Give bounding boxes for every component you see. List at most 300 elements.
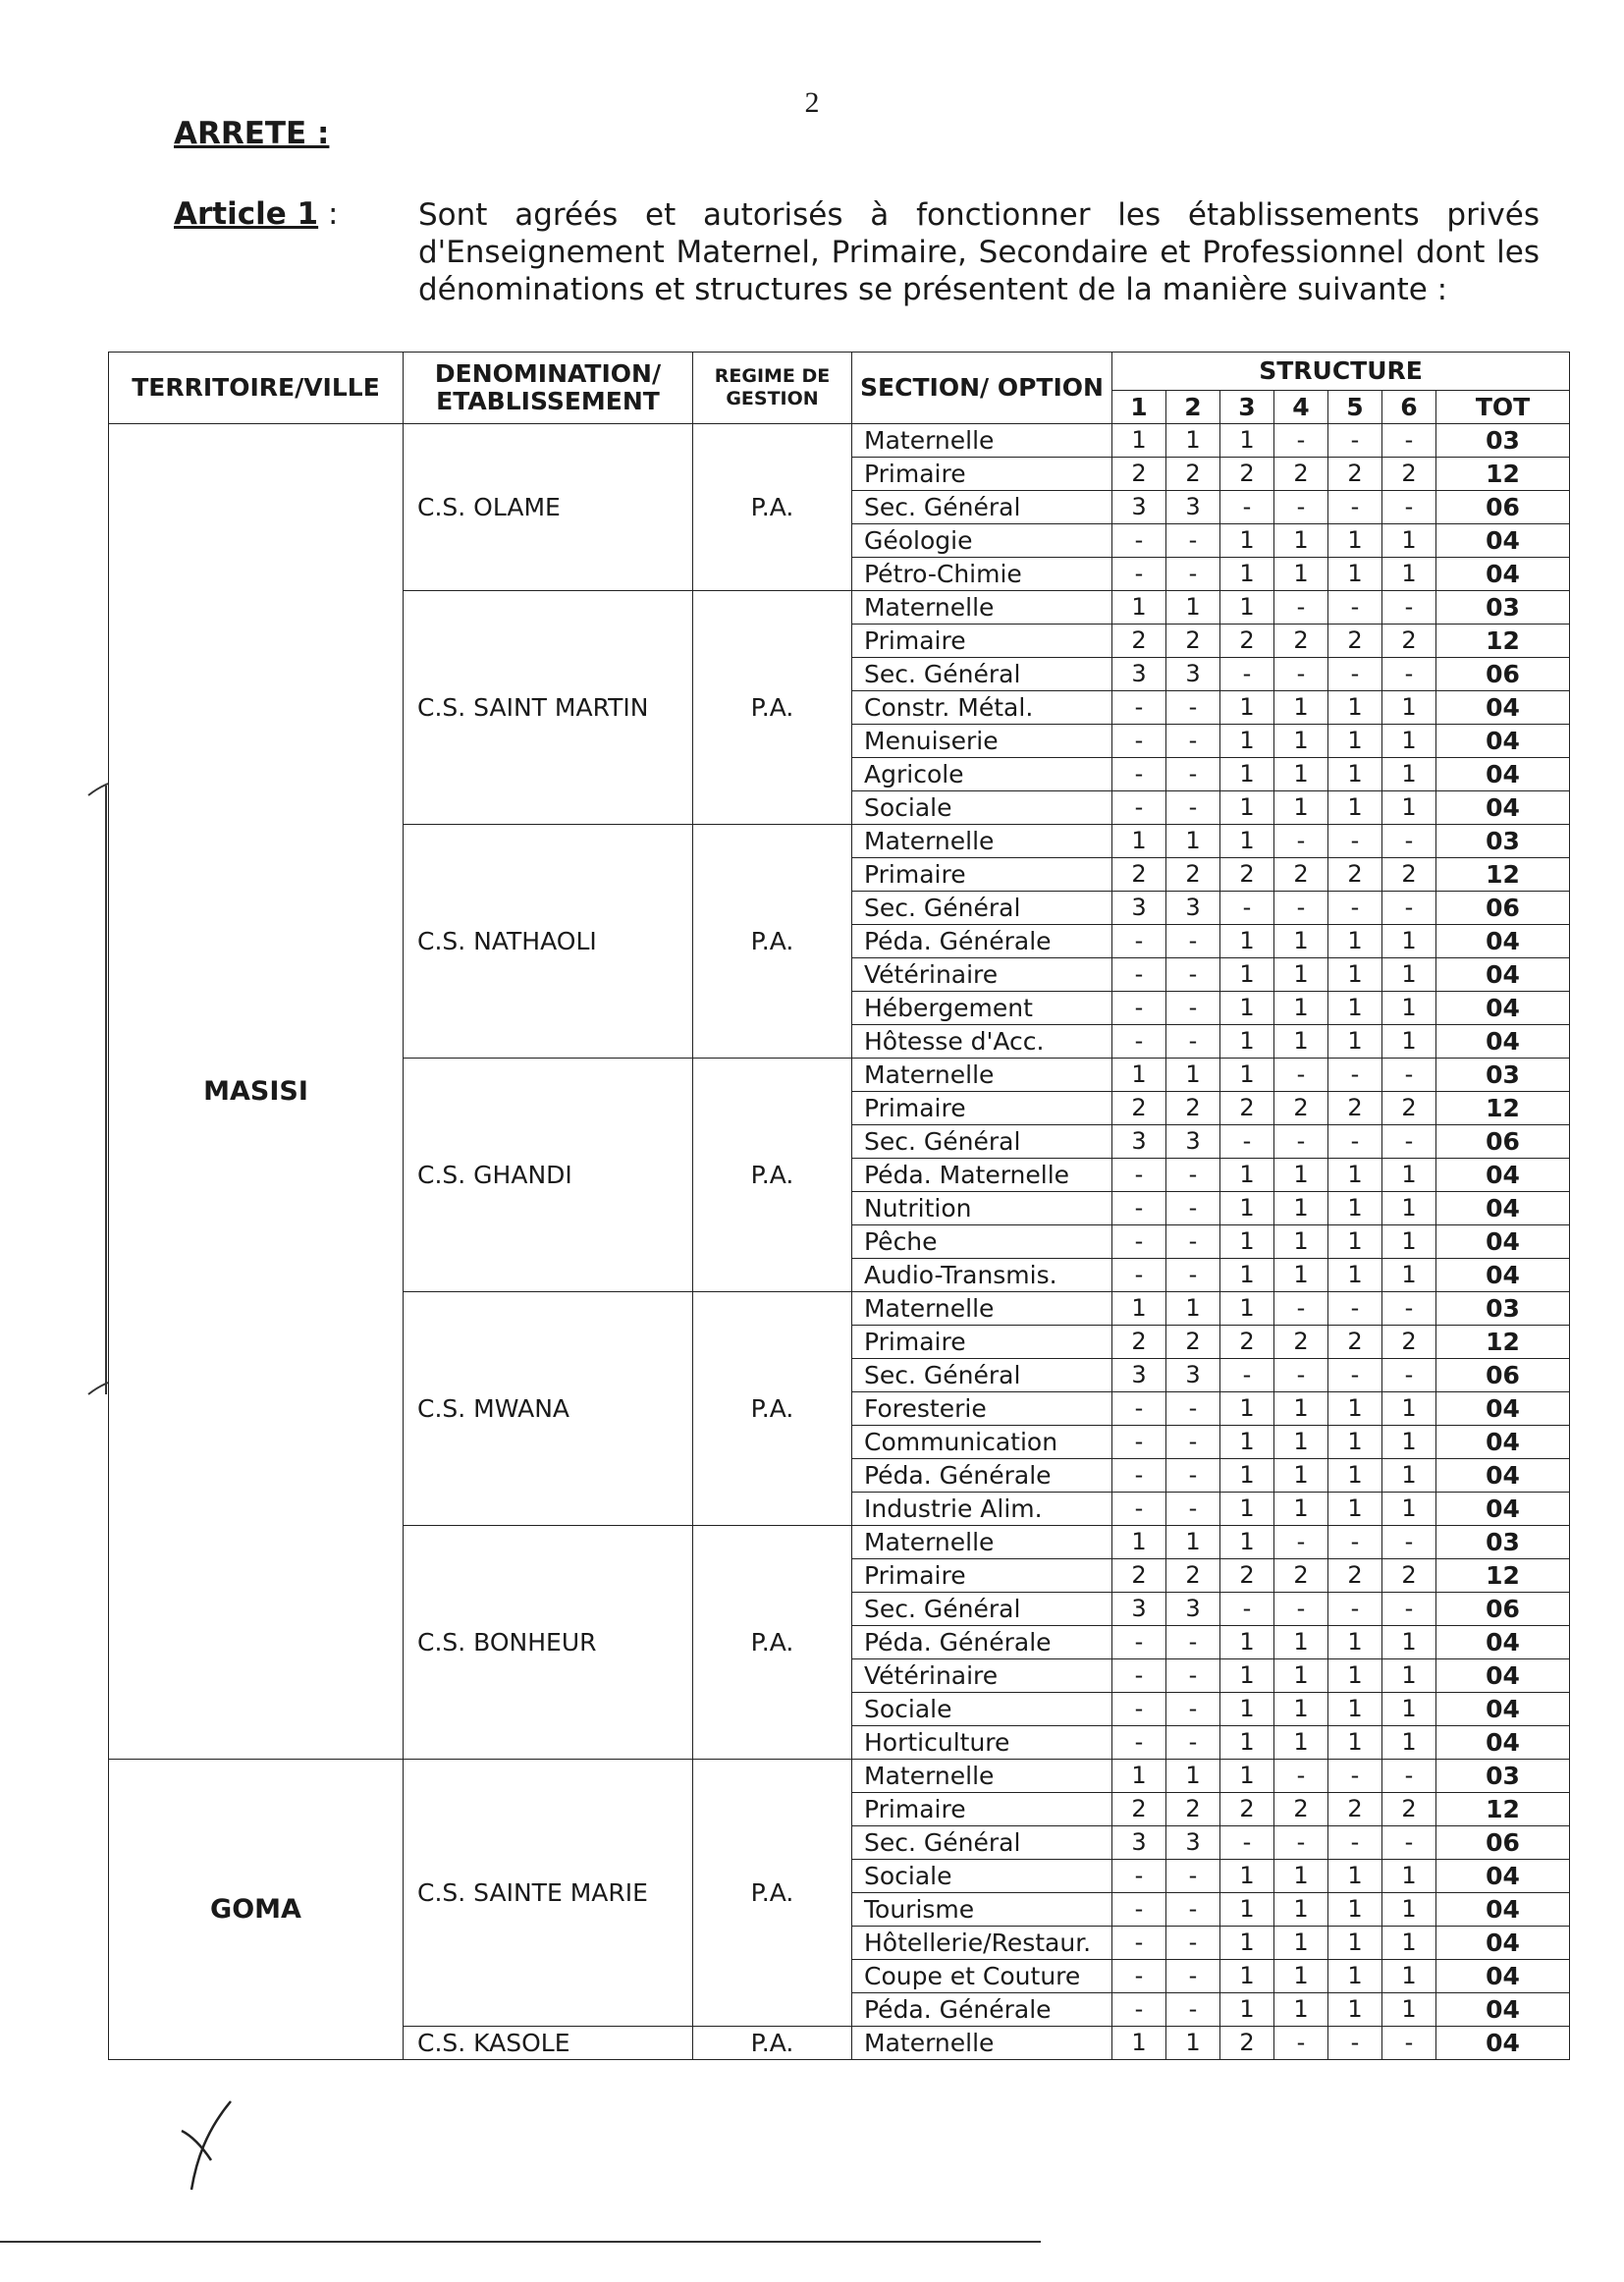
section-cell: Péda. Générale <box>852 1993 1112 2027</box>
structure-cell-2: 3 <box>1166 1593 1220 1626</box>
structure-cell-1: 2 <box>1112 458 1166 491</box>
structure-cell-5: - <box>1328 1526 1382 1559</box>
structure-cell-1: 3 <box>1112 491 1166 524</box>
structure-cell-3: 1 <box>1220 691 1274 725</box>
section-cell: Sec. Général <box>852 1593 1112 1626</box>
structure-cell-6: 1 <box>1382 1659 1436 1693</box>
structure-cell-2: - <box>1166 1192 1220 1225</box>
article-label <box>174 196 338 232</box>
total-cell: 12 <box>1436 458 1570 491</box>
section-cell: Tourisme <box>852 1893 1112 1927</box>
total-cell: 04 <box>1436 725 1570 758</box>
structure-cell-5: 1 <box>1328 1626 1382 1659</box>
structure-cell-3: 2 <box>1220 1326 1274 1359</box>
structure-cell-5: 1 <box>1328 1693 1382 1726</box>
structure-cell-2: - <box>1166 1392 1220 1426</box>
structure-cell-5: 1 <box>1328 1392 1382 1426</box>
structure-cell-6: - <box>1382 1125 1436 1159</box>
structure-cell-4: 1 <box>1274 558 1328 591</box>
structure-cell-6: 1 <box>1382 1159 1436 1192</box>
structure-cell-4: 1 <box>1274 1893 1328 1927</box>
structure-cell-6: 1 <box>1382 1693 1436 1726</box>
structure-cell-3: 1 <box>1220 558 1274 591</box>
structure-cell-2: 1 <box>1166 1059 1220 1092</box>
structure-cell-1: - <box>1112 1993 1166 2027</box>
section-cell: Maternelle <box>852 591 1112 625</box>
section-cell: Sociale <box>852 1860 1112 1893</box>
structure-cell-3: 2 <box>1220 1092 1274 1125</box>
footer-rule <box>0 2241 1041 2243</box>
structure-cell-3: 1 <box>1220 1493 1274 1526</box>
structure-cell-1: - <box>1112 992 1166 1025</box>
structure-cell-6: - <box>1382 491 1436 524</box>
structure-cell-4: - <box>1274 1059 1328 1092</box>
regime-cell: P.A. <box>693 1059 852 1292</box>
structure-cell-4: 2 <box>1274 1793 1328 1826</box>
section-cell: Sec. Général <box>852 1359 1112 1392</box>
section-cell: Maternelle <box>852 825 1112 858</box>
structure-cell-4: 2 <box>1274 625 1328 658</box>
structure-cell-5: 1 <box>1328 791 1382 825</box>
structure-cell-6: 1 <box>1382 958 1436 992</box>
structure-cell-4: - <box>1274 825 1328 858</box>
structure-cell-1: - <box>1112 558 1166 591</box>
structure-cell-4: 1 <box>1274 1927 1328 1960</box>
structure-cell-6: - <box>1382 1059 1436 1092</box>
section-cell: Péda. Générale <box>852 1626 1112 1659</box>
table-row <box>109 1760 1570 1793</box>
structure-cell-3: 1 <box>1220 424 1274 458</box>
structure-cell-1: 3 <box>1112 1125 1166 1159</box>
structure-cell-2: 1 <box>1166 1526 1220 1559</box>
section-cell: Audio-Transmis. <box>852 1259 1112 1292</box>
structure-cell-1: 3 <box>1112 1826 1166 1860</box>
structure-cell-2: 3 <box>1166 892 1220 925</box>
section-cell: Péda. Générale <box>852 1459 1112 1493</box>
structure-cell-1: - <box>1112 524 1166 558</box>
structure-cell-2: - <box>1166 1659 1220 1693</box>
structure-cell-4: 1 <box>1274 1693 1328 1726</box>
structure-cell-3: 2 <box>1220 1559 1274 1593</box>
structure-cell-5: - <box>1328 2027 1382 2060</box>
structure-cell-4: - <box>1274 1826 1328 1860</box>
structure-cell-6: 1 <box>1382 1927 1436 1960</box>
section-cell: Hôtellerie/Restaur. <box>852 1927 1112 1960</box>
structure-cell-5: 1 <box>1328 925 1382 958</box>
header-col-6: 6 <box>1382 391 1436 424</box>
structure-cell-1: - <box>1112 1159 1166 1192</box>
structure-cell-4: - <box>1274 2027 1328 2060</box>
structure-cell-5: 1 <box>1328 1659 1382 1693</box>
structure-cell-3: 1 <box>1220 1159 1274 1192</box>
total-cell: 03 <box>1436 591 1570 625</box>
total-cell: 04 <box>1436 1927 1570 1960</box>
school-name-cell: C.S. MWANA <box>404 1292 693 1526</box>
header-territoire: TERRITOIRE/VILLE <box>109 353 404 424</box>
structure-cell-6: 1 <box>1382 925 1436 958</box>
structure-cell-5: 1 <box>1328 691 1382 725</box>
structure-cell-2: - <box>1166 1025 1220 1059</box>
section-cell: Géologie <box>852 524 1112 558</box>
structure-cell-2: 3 <box>1166 1359 1220 1392</box>
article-text: Sont agréés et autorisés à fonctionner les établissements privés d'Enseignement Maternel, Primaire, Secondaire et Professionnel dont les dénominations et structures se présentent de la manière suivante : <box>418 197 1540 307</box>
structure-cell-1: 3 <box>1112 1593 1166 1626</box>
structure-cell-1: - <box>1112 1860 1166 1893</box>
structure-cell-6: - <box>1382 1292 1436 1326</box>
margin-bracket-mark <box>79 746 118 1434</box>
section-cell: Communication <box>852 1426 1112 1459</box>
structure-cell-4: 1 <box>1274 1993 1328 2027</box>
total-cell: 03 <box>1436 825 1570 858</box>
section-cell: Maternelle <box>852 1760 1112 1793</box>
structure-cell-1: 3 <box>1112 658 1166 691</box>
section-cell: Sociale <box>852 791 1112 825</box>
table-body <box>109 424 1570 2060</box>
structure-cell-4: 1 <box>1274 1626 1328 1659</box>
header-col-5: 5 <box>1328 391 1382 424</box>
structure-cell-6: 1 <box>1382 1626 1436 1659</box>
total-cell: 04 <box>1436 1159 1570 1192</box>
structure-cell-3: 1 <box>1220 1860 1274 1893</box>
structure-cell-2: 1 <box>1166 591 1220 625</box>
structure-cell-4: 1 <box>1274 1960 1328 1993</box>
total-cell: 06 <box>1436 1359 1570 1392</box>
structure-cell-5: - <box>1328 591 1382 625</box>
section-cell: Sec. Général <box>852 491 1112 524</box>
structure-cell-1: 2 <box>1112 625 1166 658</box>
table-header <box>109 353 1570 424</box>
structure-cell-1: - <box>1112 1459 1166 1493</box>
section-cell: Primaire <box>852 458 1112 491</box>
structure-cell-3: 1 <box>1220 1960 1274 1993</box>
structure-cell-6: 2 <box>1382 458 1436 491</box>
structure-cell-6: 1 <box>1382 758 1436 791</box>
total-cell: 04 <box>1436 1493 1570 1526</box>
structure-cell-6: 1 <box>1382 1893 1436 1927</box>
total-cell: 03 <box>1436 1526 1570 1559</box>
structure-cell-5: - <box>1328 1826 1382 1860</box>
structure-cell-4: 1 <box>1274 992 1328 1025</box>
structure-cell-4: 1 <box>1274 725 1328 758</box>
section-cell: Hébergement <box>852 992 1112 1025</box>
structure-cell-6: - <box>1382 658 1436 691</box>
school-name-cell: C.S. OLAME <box>404 424 693 591</box>
structure-cell-3: 1 <box>1220 791 1274 825</box>
structure-cell-2: 1 <box>1166 825 1220 858</box>
structure-cell-5: 1 <box>1328 958 1382 992</box>
structure-cell-6: - <box>1382 1526 1436 1559</box>
header-col-7: TOT <box>1436 391 1570 424</box>
header-col-3: 3 <box>1220 391 1274 424</box>
header-col-2: 2 <box>1166 391 1220 424</box>
structure-cell-6: - <box>1382 424 1436 458</box>
structure-cell-2: 3 <box>1166 1125 1220 1159</box>
territory-cell: GOMA <box>109 1760 404 2060</box>
structure-cell-4: - <box>1274 658 1328 691</box>
structure-cell-1: - <box>1112 725 1166 758</box>
structure-cell-1: 1 <box>1112 1760 1166 1793</box>
structure-cell-3: 1 <box>1220 1726 1274 1760</box>
table-row <box>109 424 1570 458</box>
total-cell: 12 <box>1436 858 1570 892</box>
total-cell: 04 <box>1436 1225 1570 1259</box>
structure-cell-2: 1 <box>1166 1760 1220 1793</box>
structure-cell-5: - <box>1328 1593 1382 1626</box>
structure-cell-6: - <box>1382 1359 1436 1392</box>
total-cell: 04 <box>1436 992 1570 1025</box>
structure-cell-5: - <box>1328 1125 1382 1159</box>
total-cell: 04 <box>1436 1860 1570 1893</box>
structure-cell-5: - <box>1328 1760 1382 1793</box>
structure-cell-3: 1 <box>1220 1626 1274 1659</box>
structure-cell-6: 1 <box>1382 691 1436 725</box>
section-cell: Vétérinaire <box>852 1659 1112 1693</box>
school-name-cell: C.S. SAINTE MARIE <box>404 1760 693 2027</box>
structure-cell-3: - <box>1220 892 1274 925</box>
header-col-4: 4 <box>1274 391 1328 424</box>
structure-cell-5: - <box>1328 491 1382 524</box>
section-cell: Coupe et Couture <box>852 1960 1112 1993</box>
structure-cell-2: - <box>1166 558 1220 591</box>
structure-cell-1: 1 <box>1112 2027 1166 2060</box>
regime-cell: P.A. <box>693 424 852 591</box>
structure-cell-5: 2 <box>1328 1092 1382 1125</box>
regime-cell: P.A. <box>693 825 852 1059</box>
structure-cell-5: 1 <box>1328 725 1382 758</box>
structure-cell-3: 1 <box>1220 1893 1274 1927</box>
section-cell: Constr. Métal. <box>852 691 1112 725</box>
structure-cell-2: - <box>1166 1426 1220 1459</box>
structure-cell-4: 1 <box>1274 524 1328 558</box>
structure-cell-4: - <box>1274 491 1328 524</box>
section-cell: Agricole <box>852 758 1112 791</box>
structure-cell-1: - <box>1112 1025 1166 1059</box>
section-cell: Menuiserie <box>852 725 1112 758</box>
structure-cell-4: 1 <box>1274 1025 1328 1059</box>
structure-cell-2: - <box>1166 758 1220 791</box>
structure-cell-5: - <box>1328 1292 1382 1326</box>
structure-cell-6: 2 <box>1382 1793 1436 1826</box>
total-cell: 04 <box>1436 1392 1570 1426</box>
structure-cell-2: - <box>1166 1927 1220 1960</box>
structure-cell-2: - <box>1166 1626 1220 1659</box>
structure-cell-3: 1 <box>1220 1693 1274 1726</box>
structure-cell-3: - <box>1220 1125 1274 1159</box>
header-section: SECTION/ OPTION <box>852 353 1112 424</box>
total-cell: 04 <box>1436 1426 1570 1459</box>
structure-cell-3: 1 <box>1220 1225 1274 1259</box>
structure-cell-1: - <box>1112 1726 1166 1760</box>
structure-cell-6: 1 <box>1382 1192 1436 1225</box>
structure-cell-4: - <box>1274 1526 1328 1559</box>
section-cell: Primaire <box>852 1326 1112 1359</box>
structure-cell-5: - <box>1328 892 1382 925</box>
structure-cell-1: - <box>1112 691 1166 725</box>
total-cell: 04 <box>1436 1960 1570 1993</box>
structure-cell-1: 2 <box>1112 1326 1166 1359</box>
structure-cell-5: 2 <box>1328 1559 1382 1593</box>
structure-cell-1: - <box>1112 1927 1166 1960</box>
total-cell: 04 <box>1436 1459 1570 1493</box>
structure-cell-3: - <box>1220 491 1274 524</box>
structure-cell-6: 1 <box>1382 1392 1436 1426</box>
structure-cell-4: 1 <box>1274 758 1328 791</box>
structure-cell-6: - <box>1382 591 1436 625</box>
total-cell: 04 <box>1436 758 1570 791</box>
structure-cell-1: - <box>1112 1426 1166 1459</box>
structure-cell-2: - <box>1166 524 1220 558</box>
structure-cell-1: - <box>1112 1693 1166 1726</box>
structure-cell-2: 2 <box>1166 858 1220 892</box>
total-cell: 04 <box>1436 558 1570 591</box>
structure-cell-6: - <box>1382 2027 1436 2060</box>
structure-cell-3: 1 <box>1220 1292 1274 1326</box>
structure-cell-4: 1 <box>1274 1726 1328 1760</box>
structure-cell-6: 1 <box>1382 1426 1436 1459</box>
structure-cell-6: 1 <box>1382 1225 1436 1259</box>
structure-cell-2: - <box>1166 1860 1220 1893</box>
structure-cell-6: - <box>1382 1760 1436 1793</box>
total-cell: 04 <box>1436 691 1570 725</box>
structure-cell-2: - <box>1166 1893 1220 1927</box>
structure-cell-3: - <box>1220 1593 1274 1626</box>
structure-cell-6: 2 <box>1382 1559 1436 1593</box>
structure-cell-1: 1 <box>1112 1292 1166 1326</box>
total-cell: 12 <box>1436 1092 1570 1125</box>
total-cell: 06 <box>1436 1826 1570 1860</box>
structure-cell-6: 1 <box>1382 558 1436 591</box>
structure-cell-5: 2 <box>1328 1326 1382 1359</box>
section-cell: Pétro-Chimie <box>852 558 1112 591</box>
structure-cell-1: 1 <box>1112 1059 1166 1092</box>
header-denomination: DENOMINATION/ ETABLISSEMENT <box>404 353 693 424</box>
structure-cell-6: 2 <box>1382 1092 1436 1125</box>
structure-cell-3: 1 <box>1220 925 1274 958</box>
structure-cell-3: 1 <box>1220 1526 1274 1559</box>
section-cell: Maternelle <box>852 1059 1112 1092</box>
structure-cell-3: 1 <box>1220 1459 1274 1493</box>
total-cell: 04 <box>1436 1993 1570 2027</box>
structure-cell-1: - <box>1112 1960 1166 1993</box>
total-cell: 04 <box>1436 791 1570 825</box>
structure-cell-6: 1 <box>1382 1025 1436 1059</box>
total-cell: 04 <box>1436 1893 1570 1927</box>
structure-cell-5: 1 <box>1328 1259 1382 1292</box>
structure-cell-2: 1 <box>1166 424 1220 458</box>
section-cell: Nutrition <box>852 1192 1112 1225</box>
structure-cell-6: 1 <box>1382 1860 1436 1893</box>
structure-cell-1: - <box>1112 1225 1166 1259</box>
structure-cell-6: - <box>1382 825 1436 858</box>
structure-cell-4: 2 <box>1274 858 1328 892</box>
structure-cell-5: - <box>1328 1059 1382 1092</box>
structure-cell-2: 2 <box>1166 458 1220 491</box>
section-cell: Pêche <box>852 1225 1112 1259</box>
structure-cell-3: 1 <box>1220 758 1274 791</box>
structure-cell-5: 1 <box>1328 524 1382 558</box>
school-name-cell: C.S. NATHAOLI <box>404 825 693 1059</box>
structure-cell-3: 1 <box>1220 524 1274 558</box>
structure-cell-3: 1 <box>1220 1259 1274 1292</box>
structure-cell-1: - <box>1112 958 1166 992</box>
structure-cell-6: - <box>1382 1826 1436 1860</box>
structure-cell-5: 1 <box>1328 1159 1382 1192</box>
structure-cell-3: 2 <box>1220 1793 1274 1826</box>
structure-cell-4: - <box>1274 424 1328 458</box>
structure-cell-4: - <box>1274 1292 1328 1326</box>
structure-cell-1: 3 <box>1112 1359 1166 1392</box>
structure-cell-3: 1 <box>1220 1392 1274 1426</box>
structure-cell-2: 1 <box>1166 2027 1220 2060</box>
structure-cell-5: 1 <box>1328 1426 1382 1459</box>
structure-cell-3: - <box>1220 1826 1274 1860</box>
structure-cell-5: - <box>1328 424 1382 458</box>
structure-cell-3: 1 <box>1220 1059 1274 1092</box>
regime-cell: P.A. <box>693 1760 852 2027</box>
regime-cell: P.A. <box>693 1292 852 1526</box>
structure-cell-5: 2 <box>1328 625 1382 658</box>
section-cell: Sec. Général <box>852 1826 1112 1860</box>
structure-cell-2: 2 <box>1166 1326 1220 1359</box>
total-cell: 12 <box>1436 1793 1570 1826</box>
structure-cell-3: 1 <box>1220 1993 1274 2027</box>
structure-cell-2: - <box>1166 691 1220 725</box>
structure-cell-1: 1 <box>1112 1526 1166 1559</box>
section-cell: Horticulture <box>852 1726 1112 1760</box>
structure-cell-4: 1 <box>1274 1459 1328 1493</box>
structure-cell-4: 1 <box>1274 1392 1328 1426</box>
structure-cell-4: 1 <box>1274 1225 1328 1259</box>
total-cell: 03 <box>1436 1059 1570 1092</box>
structure-cell-2: - <box>1166 925 1220 958</box>
structure-cell-2: - <box>1166 1259 1220 1292</box>
section-cell: Primaire <box>852 625 1112 658</box>
section-cell: Primaire <box>852 1092 1112 1125</box>
section-cell: Sec. Général <box>852 1125 1112 1159</box>
structure-cell-5: 1 <box>1328 1192 1382 1225</box>
structure-table <box>108 352 1570 2060</box>
structure-cell-2: 2 <box>1166 1092 1220 1125</box>
structure-cell-2: - <box>1166 1726 1220 1760</box>
structure-cell-5: 2 <box>1328 458 1382 491</box>
structure-cell-4: 1 <box>1274 1259 1328 1292</box>
structure-cell-6: 1 <box>1382 791 1436 825</box>
regime-cell: P.A. <box>693 2027 852 2060</box>
total-cell: 04 <box>1436 1025 1570 1059</box>
section-cell: Foresterie <box>852 1392 1112 1426</box>
structure-cell-3: 1 <box>1220 1025 1274 1059</box>
total-cell: 04 <box>1436 1192 1570 1225</box>
structure-cell-3: 1 <box>1220 958 1274 992</box>
structure-cell-4: 1 <box>1274 691 1328 725</box>
total-cell: 04 <box>1436 2027 1570 2060</box>
signature-mark <box>162 2092 241 2200</box>
structure-cell-1: - <box>1112 1259 1166 1292</box>
structure-cell-3: 1 <box>1220 725 1274 758</box>
total-cell: 06 <box>1436 1593 1570 1626</box>
structure-cell-3: 1 <box>1220 1426 1274 1459</box>
structure-cell-6: 1 <box>1382 725 1436 758</box>
structure-cell-1: 1 <box>1112 424 1166 458</box>
structure-cell-1: - <box>1112 1493 1166 1526</box>
structure-cell-5: 1 <box>1328 1726 1382 1760</box>
structure-cell-5: 1 <box>1328 1927 1382 1960</box>
total-cell: 03 <box>1436 1292 1570 1326</box>
structure-cell-2: - <box>1166 1693 1220 1726</box>
structure-cell-3: 1 <box>1220 1659 1274 1693</box>
structure-cell-4: - <box>1274 1359 1328 1392</box>
total-cell: 06 <box>1436 892 1570 925</box>
